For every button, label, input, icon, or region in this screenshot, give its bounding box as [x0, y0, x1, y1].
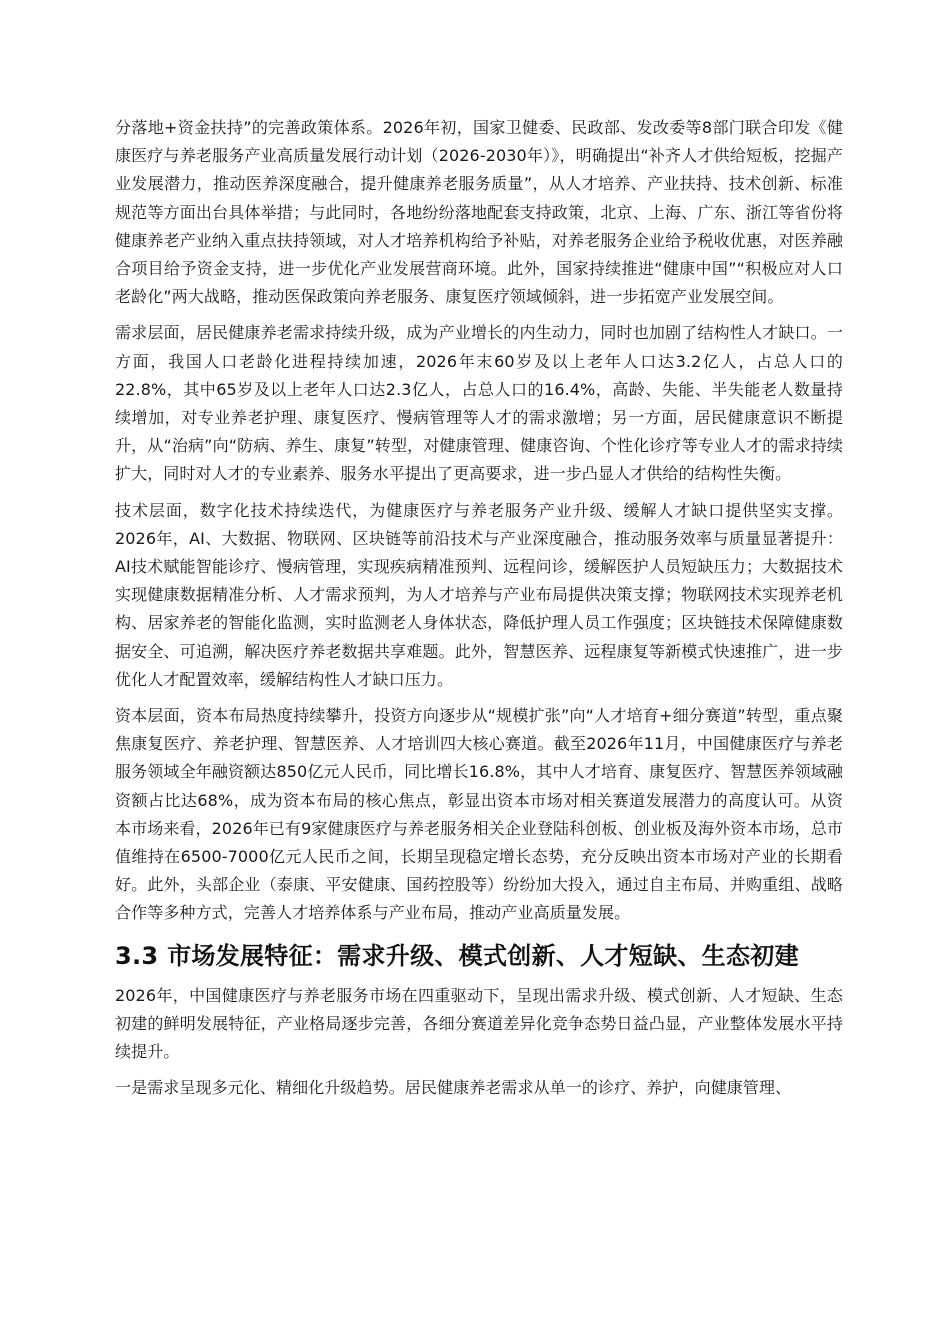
paragraph-demand: 需求层面，居民健康养老需求持续升级，成为产业增长的内生动力，同时也加剧了结构性人才缺口。一方面，我国人口老龄化进程持续加速，2026年末60岁及以上老年人口达3.2亿人，占总人口的22.8%，其中65岁及以上老年人口达2.3亿人，占总人口的16.4%，高龄、失能、半失能老人数量持续增加，对专业养老护理、康复医疗、慢病管理等人才的需求激增；另一方面，居民健康意识不断提升，从“治病”向“防病、养生、康复”转型，对健康管理、健康咨询、个性化诊疗等专业人才的需求持续扩大，同时对人才的专业素养、服务水平提出了更高要求，进一步凸显人才供给的结构性失衡。: [115, 323, 843, 484]
document-body: [115, 114, 843, 1111]
paragraph-capital: 资本层面，资本布局热度持续攀升，投资方向逐步从“规模扩张”向“人才培育+细分赛道”转型，重点聚焦康复医疗、养老护理、智慧医养、人才培训四大核心赛道。截至2026年11月，中国健康医疗与养老服务领域全年融资额达850亿元人民币，同比增长16.8%，其中人才培育、康复医疗、智慧医养领域融资额占比达68%，成为资本布局的核心焦点，彰显出资本市场对相关赛道发展潜力的高度认可。从资本市场来看，2026年已有9家健康医疗与养老服务相关企业登陆科创板、创业板及海外资本市场，总市值维持在6500-7000亿元人民币之间，长期呈现稳定增长态势，充分反映出资本市场对产业的长期看好。此外，头部企业（泰康、平安健康、国药控股等）纷纷加大投入，通过自主布局、并购重组、战略合作等多种方式，完善人才培养体系与产业布局，推动产业高质量发展。: [115, 706, 843, 923]
paragraph-technology: 技术层面，数字化技术持续迭代，为健康医疗与养老服务产业升级、缓解人才缺口提供坚实支撑。2026年，AI、大数据、物联网、区块链等前沿技术与产业深度融合，推动服务效率与质量显著提升：AI技术赋能智能诊疗、慢病管理，实现疾病精准预判、远程问诊，缓解医护人员短缺压力；大数据技术实现健康数据精准分析、人才需求预判，为人才培养与产业布局提供决策支撑；物联网技术实现养老机构、居家养老的智能化监测，实时监测老人身体状态，降低护理人员工作强度；区块链技术保障健康数据安全、可追溯，解决医疗养老数据共享难题。此外，智慧医养、远程康复等新模式快速推广，进一步优化人才配置效率，缓解结构性人才缺口压力。: [115, 500, 843, 689]
paragraph-market-overview: 2026年，中国健康医疗与养老服务市场在四重驱动下，呈现出需求升级、模式创新、人才短缺、生态初建的鲜明发展特征，产业格局逐步完善，各细分赛道差异化竞争态势日益凸显，产业整体发展水平持续提升。: [115, 985, 843, 1062]
paragraph-demand-upgrade: 一是需求呈现多元化、精细化升级趋势。居民健康养老需求从单一的诊疗、养护，向健康管理、: [115, 1078, 792, 1098]
section-heading: 3.3 市场发展特征：需求升级、模式创新、人才短缺、生态初建: [115, 941, 799, 970]
paragraph-policy: 分落地+资金扶持”的完善政策体系。2026年初，国家卫健委、民政部、发改委等8部门联合印发《健康医疗与养老服务产业高质量发展行动计划（2026-2030年）》，明确提出“补齐人才供给短板，挖掘产业发展潜力，推动医养深度融合，提升健康养老服务质量”，从人才培养、产业扶持、技术创新、标准规范等方面出台具体举措；与此同时，各地纷纷落地配套支持政策，北京、上海、广东、浙江等省份将健康养老产业纳入重点扶持领域，对人才培养机构给予补贴，对养老服务企业给予税收优惠，对医养融合项目给予资金支持，进一步优化产业发展营商环境。此外，国家持续推进“健康中国”“积极应对人口老龄化”两大战略，推动医保政策向养老服务、康复医疗领域倾斜，进一步拓宽产业发展空间。: [115, 118, 843, 307]
